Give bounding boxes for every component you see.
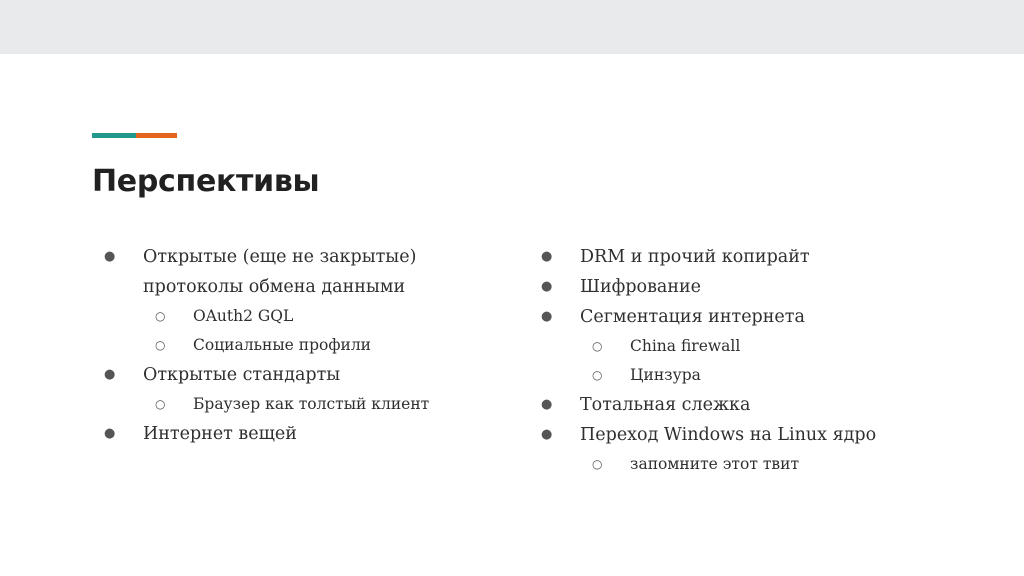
- bullet-icon: ●: [541, 309, 553, 324]
- sub-bullet-text: OAuth2 GQL: [193, 307, 294, 325]
- bullet-icon: ●: [541, 427, 553, 442]
- sub-bullet-item: [103, 302, 503, 331]
- bullet-item: [540, 420, 1000, 450]
- bullet-icon: ●: [104, 367, 116, 382]
- accent-bar-orange: [136, 133, 177, 138]
- sub-bullet-text: запомните этот твит: [630, 455, 800, 473]
- bullet-icon: ●: [541, 249, 553, 264]
- bullet-icon: ●: [104, 249, 116, 264]
- hollow-bullet-icon: ○: [592, 339, 603, 353]
- sub-bullet-item: [540, 332, 1000, 361]
- bullet-text: Сегментация интернета: [580, 307, 805, 327]
- sub-bullet-item: [540, 450, 1000, 479]
- bullet-item: [540, 302, 1000, 332]
- bullet-item: [540, 242, 1000, 272]
- sub-bullet-text: China firewall: [630, 337, 741, 355]
- hollow-bullet-icon: ○: [592, 457, 603, 471]
- sub-bullet-text: Социальные профили: [193, 336, 372, 354]
- left-bullet-list: [103, 242, 503, 449]
- top-band: [0, 0, 1024, 54]
- hollow-bullet-icon: ○: [155, 309, 166, 323]
- hollow-bullet-icon: ○: [592, 368, 603, 382]
- bullet-text: Открытые стандарты: [143, 365, 341, 385]
- right-bullet-list: [540, 242, 1000, 479]
- hollow-bullet-icon: ○: [155, 397, 166, 411]
- sub-bullet-item: [103, 331, 503, 360]
- bullet-text: Тотальная слежка: [580, 395, 751, 415]
- bullet-text: Переход Windows на Linux ядро: [580, 425, 877, 445]
- bullet-item: [103, 419, 503, 449]
- bullet-icon: ●: [104, 426, 116, 441]
- sub-bullet-item: [540, 361, 1000, 390]
- bullet-text: Открытые (еще не закрытые) протоколы обмена данными: [143, 247, 417, 297]
- sub-bullet-text: Цинзура: [630, 366, 701, 384]
- bullet-item: [103, 360, 503, 390]
- accent-bar-teal: [92, 133, 136, 138]
- slide-title: Перспективы: [92, 164, 320, 199]
- sub-bullet-text: Браузер как толстый клиент: [193, 395, 430, 413]
- hollow-bullet-icon: ○: [155, 338, 166, 352]
- bullet-icon: ●: [541, 397, 553, 412]
- sub-bullet-item: [103, 390, 503, 419]
- bullet-icon: ●: [541, 279, 553, 294]
- bullet-text: Шифрование: [580, 277, 702, 297]
- bullet-item: [540, 272, 1000, 302]
- bullet-item: [103, 242, 503, 302]
- bullet-item: [540, 390, 1000, 420]
- bullet-text: Интернет вещей: [143, 424, 297, 444]
- bullet-text: DRM и прочий копирайт: [580, 247, 810, 267]
